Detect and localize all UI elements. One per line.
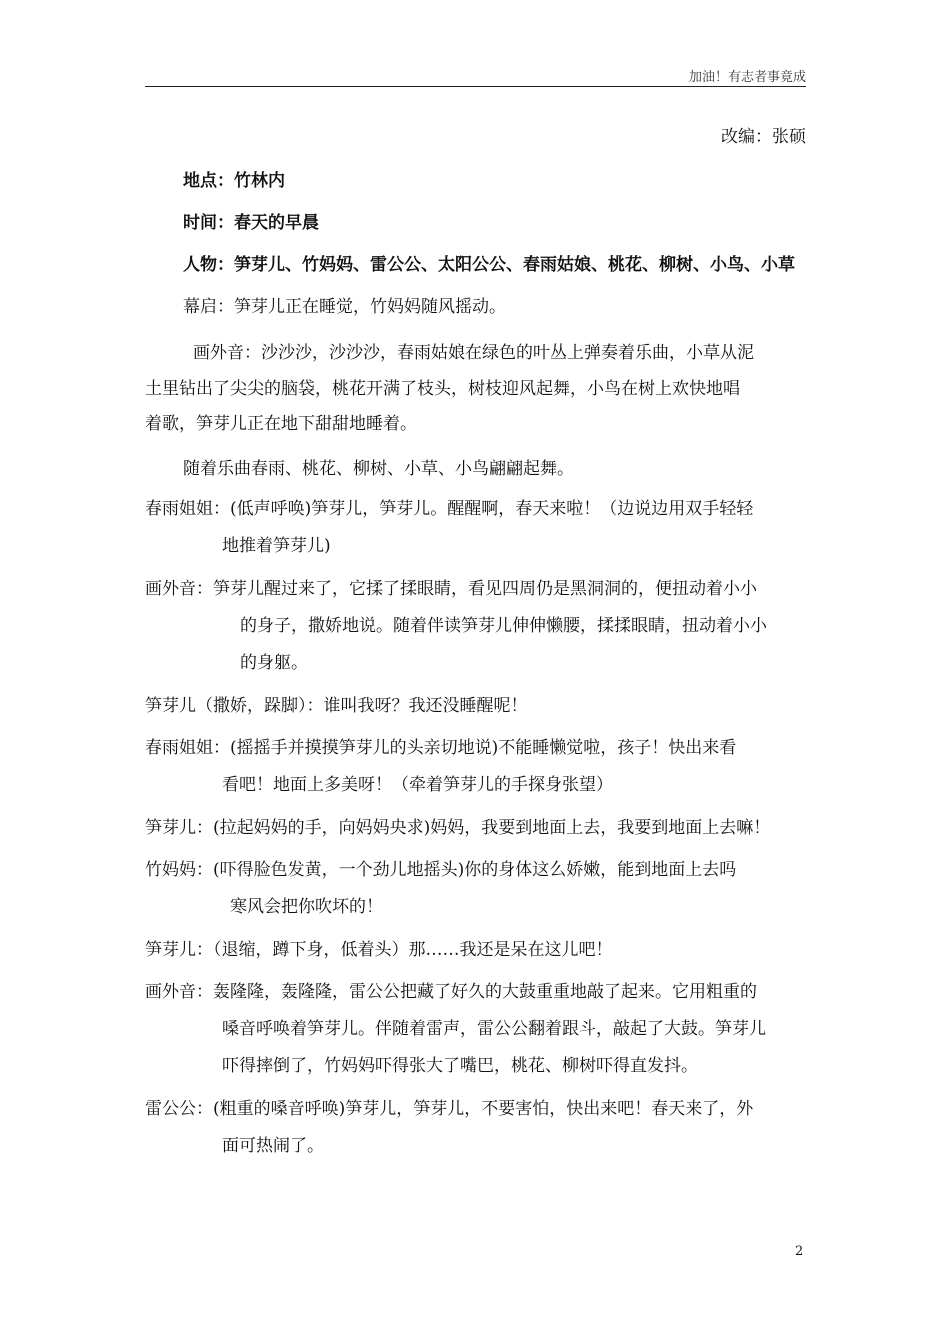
script-line: 画外音：沙沙沙，沙沙沙，春雨姑娘在绿色的叶丛上弹奏着乐曲，小草从泥 [193, 343, 754, 363]
script-line: 寒风会把你吹坏的！ [230, 897, 383, 917]
script-line: 随着乐曲春雨、桃花、柳树、小草、小鸟翩翩起舞。 [183, 459, 574, 479]
script-line: 地推着笋芽儿) [222, 536, 331, 556]
script-line: 笋芽儿（撒娇，跺脚）：谁叫我呀？我还没睡醒呢！ [145, 696, 528, 716]
setting-place: 地点：竹林内 [183, 171, 285, 191]
script-line: 嗓音呼唤着笋芽儿。伴随着雷声，雷公公翻着跟斗，敲起了大鼓。笋芽儿 [222, 1019, 766, 1039]
script-line: 的身躯。 [240, 653, 308, 673]
script-line: 竹妈妈：(吓得脸色发黄，一个劲儿地摇头)你的身体这么娇嫩，能到地面上去吗 [145, 860, 737, 880]
setting-characters: 人物：笋芽儿、竹妈妈、雷公公、太阳公公、春雨姑娘、桃花、柳树、小鸟、小草 [183, 255, 795, 275]
adapted-by: 改编：张硕 [721, 127, 806, 147]
script-line: 面可热闹了。 [222, 1136, 324, 1156]
page-header [145, 66, 806, 87]
script-line: 春雨姐姐：(摇摇手并摸摸笋芽儿的头亲切地说)不能睡懒觉啦，孩子！快出来看 [145, 738, 737, 758]
script-line: 看吧！地面上多美呀！（牵着笋芽儿的手探身张望） [222, 775, 613, 795]
script-line: 的身子，撒娇地说。随着伴读笋芽儿伸伸懒腰，揉揉眼睛，扭动着小小 [240, 616, 767, 636]
script-line: 春雨姐姐：(低声呼唤)笋芽儿，笋芽儿。醒醒啊，春天来啦！（边说边用双手轻轻 [145, 499, 754, 519]
script-line: 着歌，笋芽儿正在地下甜甜地睡着。 [145, 414, 417, 434]
script-line: 画外音：笋芽儿醒过来了，它揉了揉眼睛，看见四周仍是黑洞洞的，便扭动着小小 [145, 579, 757, 599]
curtain-line: 幕启：笋芽儿正在睡觉，竹妈妈随风摇动。 [183, 297, 506, 317]
script-line: 土里钻出了尖尖的脑袋，桃花开满了枝头，树枝迎风起舞，小鸟在树上欢快地唱 [145, 379, 740, 399]
page-number: 2 [795, 1244, 804, 1259]
setting-time: 时间：春天的早晨 [183, 213, 319, 233]
header-motto: 加油！有志者事竟成 [688, 70, 806, 85]
script-line: 雷公公：(粗重的嗓音呼唤)笋芽儿，笋芽儿，不要害怕，快出来吧！春天来了，外 [145, 1099, 754, 1119]
script-line: 笋芽儿：(拉起妈妈的手，向妈妈央求)妈妈，我要到地面上去，我要到地面上去嘛！ [145, 818, 771, 838]
script-line: 笋芽儿：（退缩，蹲下身，低着头）那……我还是呆在这儿吧！ [145, 940, 613, 960]
script-line: 吓得摔倒了，竹妈妈吓得张大了嘴巴，桃花、柳树吓得直发抖。 [222, 1056, 698, 1076]
script-line: 画外音：轰隆隆，轰隆隆，雷公公把藏了好久的大鼓重重地敲了起来。它用粗重的 [145, 982, 757, 1002]
